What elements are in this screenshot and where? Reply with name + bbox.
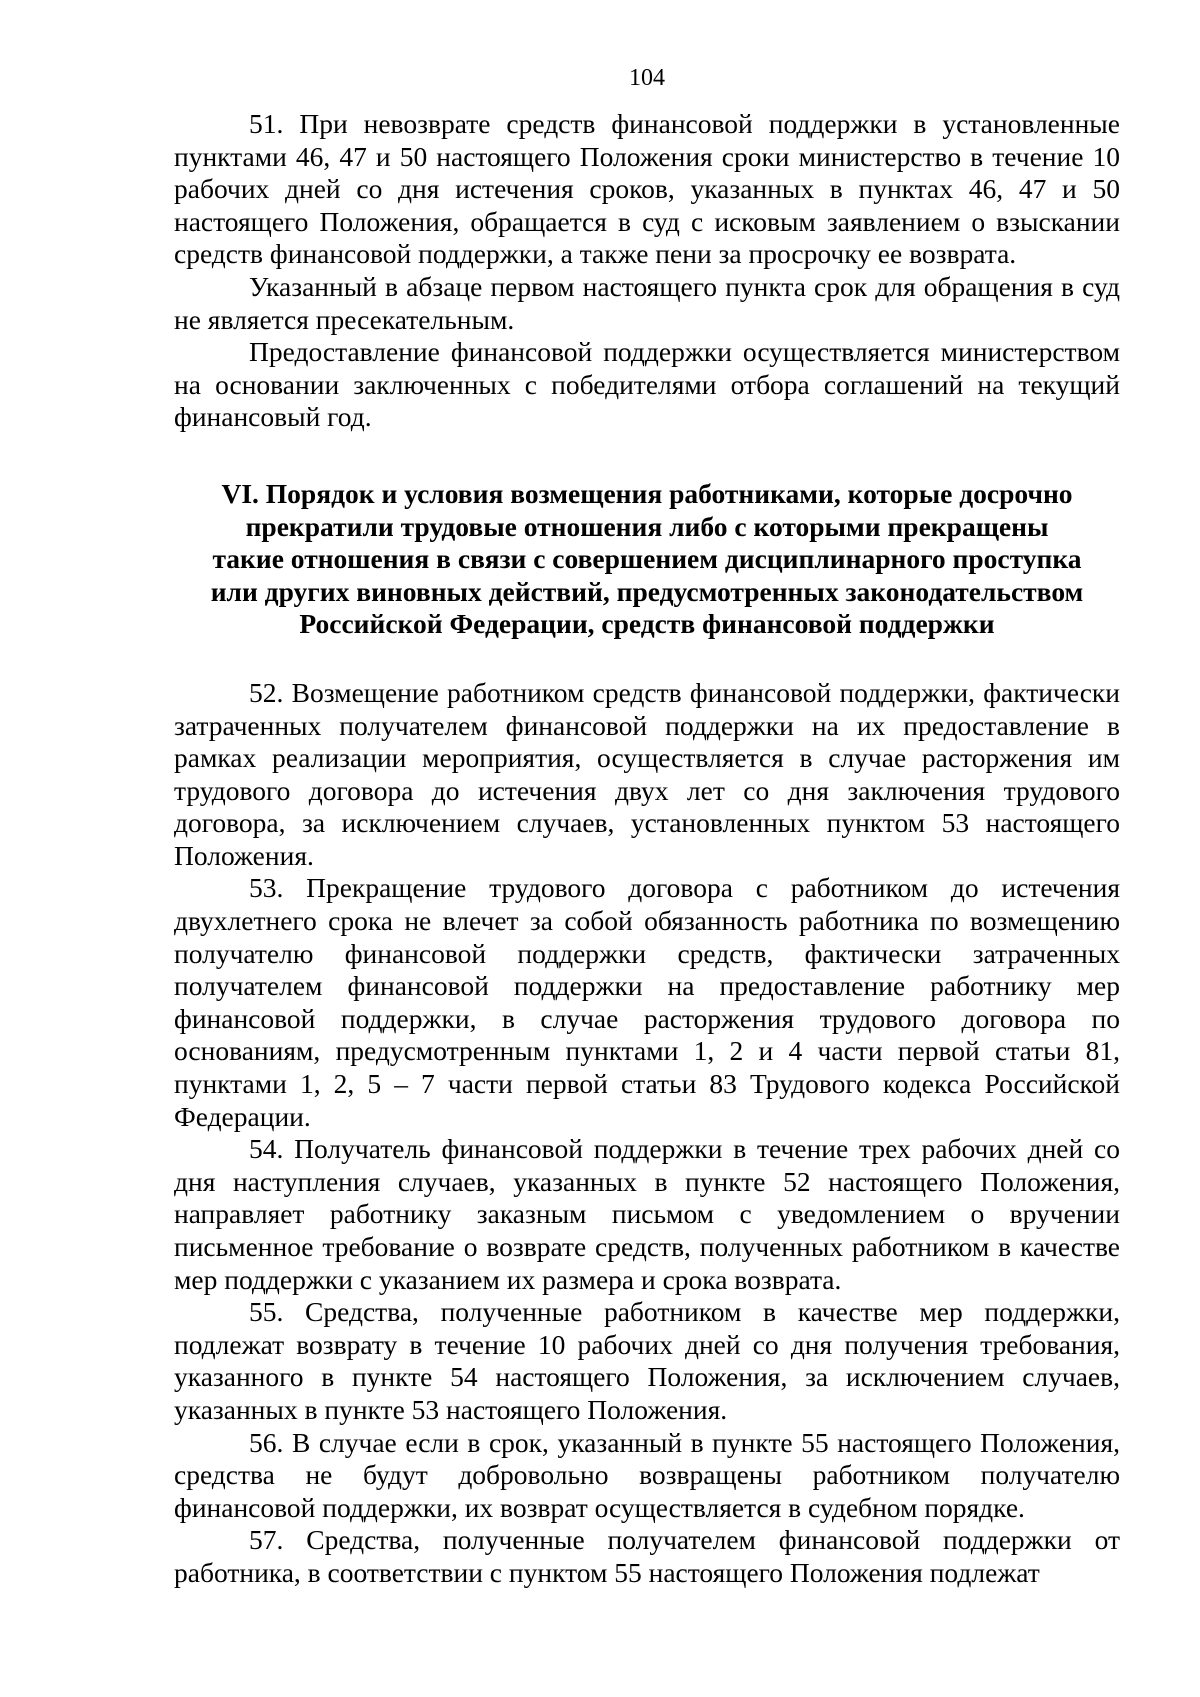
paragraph-51: 51. При невозврате средств финансовой поддержки в установленные пунктами 46, 47 и 50 настоящего Положения сроки министерство в течение 10 рабочих дней со дня истечения сроков, указанных в пунктах 46, 47 и 50 настоящего Положения, обращается в суд с исковым заявлением о взыскании средств финансовой поддержки, а также пени за просрочку ее возврата.: [174, 108, 1120, 270]
paragraph-51-funding: Предоставление финансовой поддержки осуществляется министерством на основании заключенных с победителями отбора соглашений на текущий финансовый год.: [174, 336, 1120, 433]
paragraph-55: 55. Средства, полученные работником в качестве мер поддержки, подлежат возврату в течение 10 рабочих дней со дня получения требования, указанного в пункте 54 настоящего Положения, за исключением случаев, указанных в пункте 53 настоящего Положения.: [174, 1296, 1120, 1425]
section-heading: [174, 478, 1120, 641]
paragraph-53: 53. Прекращение трудового договора с работником до истечения двухлетнего срока не влечет за собой обязанность работника по возмещению получателю финансовой поддержки средств, фактически затраченных получателем финансовой поддержки на предоставление работнику мер финансовой поддержки, в случае расторжения трудового договора по основаниям, предусмотренным пунктами 1, 2 и 4 части первой статьи 81, пунктами 1, 2, 5 – 7 части первой статьи 83 Трудового кодекса Российской Федерации.: [174, 872, 1120, 1132]
section-heading-line: VI. Порядок и условия возмещения работниками, которые досрочно: [221, 477, 1073, 509]
document-page: [174, 60, 1120, 1590]
section-heading-line: такие отношения в связи с совершением дисциплинарного проступка: [212, 543, 1082, 575]
paragraph-51-note: Указанный в абзаце первом настоящего пункта срок для обращения в суд не является пресекательным.: [174, 270, 1120, 335]
section-heading-line: или других виновных действий, предусмотренных законодательством: [210, 575, 1084, 607]
page-number: 104: [629, 65, 665, 91]
section-heading-line: Российской Федерации, средств финансовой поддержки: [299, 608, 995, 640]
paragraph-52: 52. Возмещение работником средств финансовой поддержки, фактически затраченных получателем финансовой поддержки на их предоставление в рамках реализации мероприятия, осуществляется в случае расторжения им трудового договора до истечения двух лет со дня заключения трудового договора, за исключением случаев, установленных пунктом 53 настоящего Положения.: [174, 676, 1120, 871]
paragraph-56: 56. В случае если в срок, указанный в пункте 55 настоящего Положения, средства не будут добровольно возвращены работником получателю финансовой поддержки, их возврат осуществляется в судебном порядке.: [174, 1426, 1120, 1523]
paragraph-57: 57. Средства, полученные получателем финансовой поддержки от работника, в соответствии с пунктом 55 настоящего Положения подлежат: [174, 1524, 1120, 1588]
section-heading-line: прекратили трудовые отношения либо с которыми прекращены: [245, 510, 1049, 542]
paragraph-54: 54. Получатель финансовой поддержки в течение трех рабочих дней со дня наступления случаев, указанных в пункте 52 настоящего Положения, направляет работнику заказным письмом с уведомлением о вручении письменное требование о возврате средств, полученных работником в качестве мер поддержки с указанием их размера и срока возврата.: [174, 1133, 1120, 1295]
